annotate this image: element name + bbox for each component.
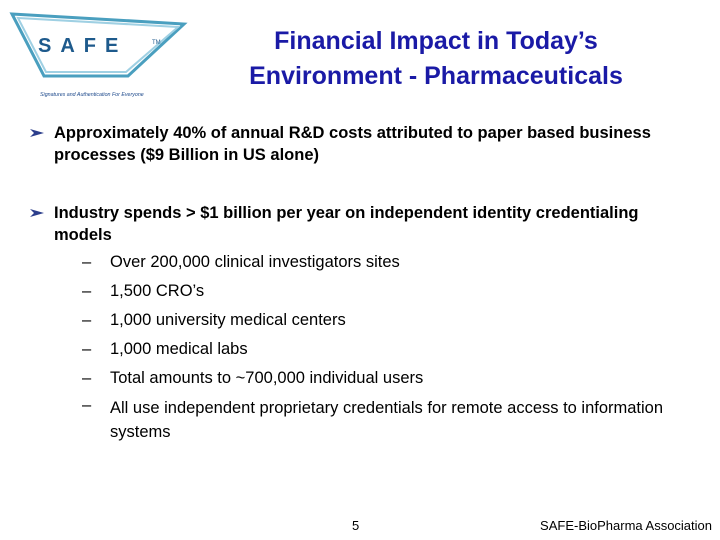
sub-bullet-text: 1,500 CRO’s: [110, 282, 205, 300]
bullet-list: [30, 122, 700, 444]
sub-bullet-text: 1,000 medical labs: [110, 340, 248, 358]
dash-marker: –: [82, 311, 92, 329]
bullet-item: [30, 202, 700, 444]
title-line-1: Financial Impact in Today’s: [274, 27, 598, 55]
bullet-text: Approximately 40% of annual R&D costs attributed to paper based business processes ($9 Billion in US alone): [54, 124, 651, 164]
dash-marker: –: [82, 396, 92, 414]
sub-bullet-text: Total amounts to ~700,000 individual users: [110, 369, 424, 387]
logo-trademark: TM: [152, 40, 161, 46]
sub-bullet-item: [82, 277, 700, 306]
sub-bullet-text: 1,000 university medical centers: [110, 311, 346, 329]
sub-bullet-item: [82, 393, 700, 444]
logo-tagline: Signatures and Authentication For Everyone: [40, 92, 144, 98]
dash-marker: –: [82, 282, 92, 300]
bullet-item: [30, 122, 700, 166]
safe-logo-graphic: [8, 10, 188, 102]
sub-bullet-list: [54, 248, 700, 444]
footer-organization: SAFE-BioPharma Association: [540, 518, 712, 533]
sub-bullet-item: [82, 248, 700, 277]
slide-title: [196, 24, 676, 94]
logo-wordmark: SAFE: [38, 35, 128, 57]
title-line-2: Environment - Pharmaceuticals: [249, 62, 623, 90]
sub-bullet-text: Over 200,000 clinical investigators sites: [110, 253, 400, 271]
dash-marker: –: [82, 340, 92, 358]
dash-marker: –: [82, 369, 92, 387]
arrow-bullet-icon: [30, 206, 44, 220]
sub-bullet-text: All use independent proprietary credentials for remote access to information systems: [110, 399, 664, 441]
sub-bullet-item: [82, 306, 700, 335]
page-number: 5: [352, 518, 360, 533]
sub-bullet-item: [82, 335, 700, 364]
arrow-bullet-icon: [30, 126, 44, 140]
sub-bullet-item: [82, 364, 700, 393]
safe-logo: [8, 10, 188, 102]
bullet-text: Industry spends > $1 billion per year on independent identity credentialing models: [54, 204, 639, 244]
dash-marker: –: [82, 253, 92, 271]
